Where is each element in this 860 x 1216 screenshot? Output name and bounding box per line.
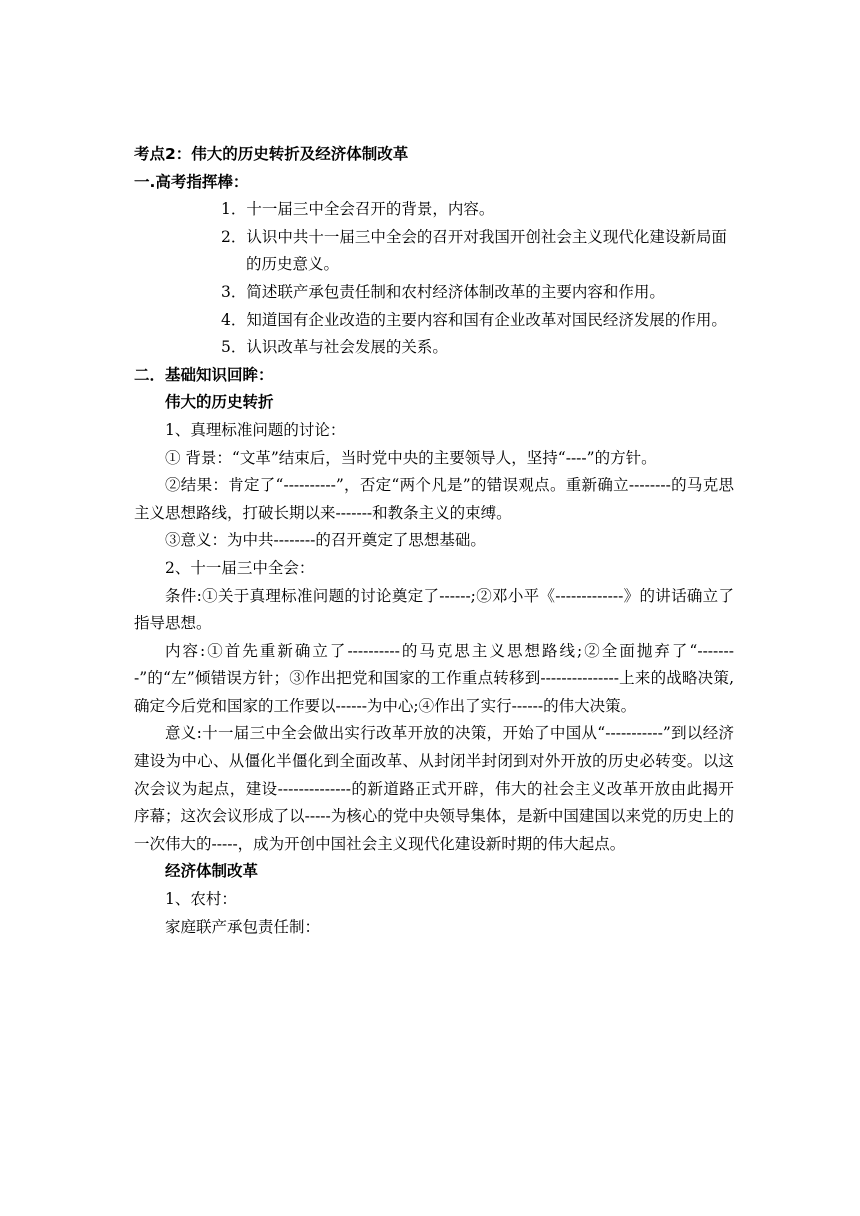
subheading-historic-turn: 伟大的历史转折: [165, 393, 274, 412]
paragraph: 内容:①首先重新确立了----------的马克思主义思想路线;②全面抛弃了“--------”的“左”倾错误方针；③作出把党和国家的工作重点转移到---------------上来的战略决策,确定今后党和国家的工作要以------为中心;④作出了实行------的伟大决策。: [134, 641, 734, 715]
paragraph: ③意义：为中共--------的召开奠定了思想基础。: [165, 531, 486, 550]
list-item: 4．知道国有企业改造的主要内容和国有企业改革对国民经济发展的作用。: [221, 310, 727, 329]
section-heading-exam-guide: 一.高考指挥棒：: [134, 172, 249, 191]
paragraph: 1、真理标准问题的讨论：: [165, 420, 346, 439]
list-item: 2．认识中共十一届三中全会的召开对我国开创社会主义现代化建设新局面的历史意义。: [221, 227, 727, 274]
list-item: 1．十一届三中全会召开的背景，内容。: [221, 200, 495, 219]
document-body: [134, 141, 734, 941]
list-item: 3．简述联产承包责任制和农村经济体制改革的主要内容和作用。: [221, 282, 665, 301]
paragraph: 1、农村：: [165, 890, 237, 909]
paragraph: ②结果：肯定了“----------”，否定“两个凡是”的错误观点。重新确立--------的马克思主义思想路线，打破长期以来-------和教条主义的束缚。: [134, 476, 734, 522]
paragraph: 家庭联产承包责任制：: [165, 917, 321, 936]
paragraph: ① 背景：“文革”结束后，当时党中央的主要领导人，坚持“----”的方针。: [165, 448, 657, 467]
list-item: 5．认识改革与社会发展的关系。: [221, 338, 448, 357]
paragraph: 2、十一届三中全会：: [165, 558, 315, 577]
subheading-economic-reform: 经济体制改革: [165, 862, 259, 881]
exam-guide-list: [134, 196, 734, 362]
document-title: 考点2：伟大的历史转折及经济体制改革: [134, 145, 409, 163]
section-heading-basic-knowledge: 二．基础知识回眸：: [134, 365, 274, 384]
paragraph: 意义:十一届三中全会做出实行改革开放的决策，开始了中国从“-----------”到以经济建设为中心、从僵化半僵化到全面改革、从封闭半封闭到对外开放的历史必转变。以这次会议为起点，建设--------------的新道路正式开辟，伟大的社会主义改革开放由此揭开序幕；这次会议形成了以-----为核心的党中央领导集体，是新中国建国以来党的历史上的一次伟大的-----，成为开创中国社会主义现代化建设新时期的伟大起点。: [134, 724, 734, 853]
paragraph: 条件:①关于真理标准问题的讨论奠定了------;②邓小平《-------------》的讲话确立了指导思想。: [134, 586, 734, 633]
